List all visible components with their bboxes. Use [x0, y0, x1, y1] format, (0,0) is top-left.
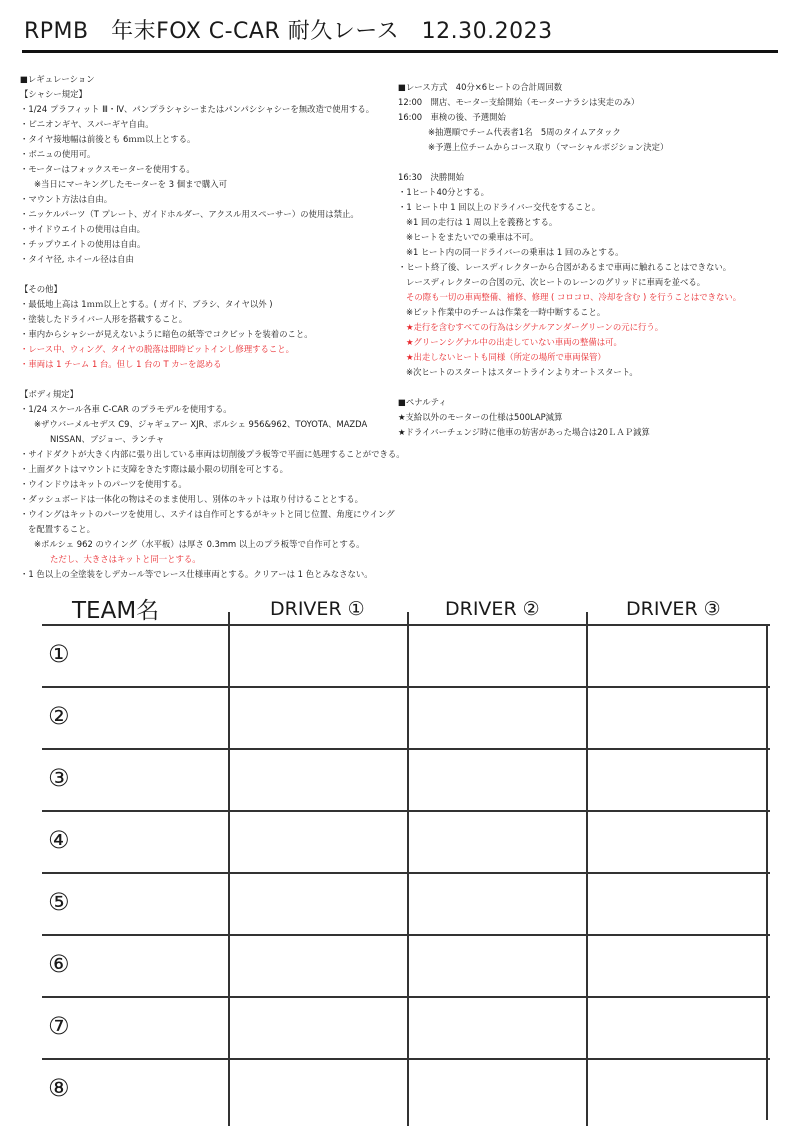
race-format-line: その際も一切の車両整備、補修、修理 ( コロコロ、冷却を含む ) を行うことはできない。	[406, 292, 742, 302]
race-format-line: ※ヒートをまたいでの乗車は不可。	[406, 232, 539, 242]
team-row-number: ②	[48, 702, 70, 730]
table-row-divider	[42, 624, 770, 626]
regulation-line: ■レギュレーション	[20, 74, 95, 84]
table-row-divider	[42, 996, 770, 998]
regulation-line: ※当日にマーキングしたモーターを 3 個まで購入可	[34, 179, 227, 189]
race-format-line	[398, 380, 778, 395]
regulation-line: ・車両は 1 チーム 1 台。但し 1 台の T カーを認める	[20, 359, 222, 369]
team-row-number: ④	[48, 826, 70, 854]
regulation-line: ・マウント方法は自由。	[20, 194, 113, 204]
regulation-line: ・塗装したドライバー人形を搭載すること。	[20, 314, 188, 324]
race-format-line: ※1 回の走行は 1 周以上を義務とする。	[406, 217, 558, 227]
regulation-line: 【その他】	[20, 284, 62, 294]
team-name-header: TEAM名	[72, 598, 160, 624]
regulation-line	[20, 372, 392, 387]
driver-3-header: DRIVER ③	[626, 598, 721, 620]
race-format-column	[398, 80, 778, 440]
regulation-line: ・上面ダクトはマウントに支障をきたす際は最小限の切削を可とする。	[20, 464, 288, 474]
race-format-line: ★グリーンシグナル中の出走していない車両の整備は可。	[406, 337, 622, 347]
regulation-line: ・ウイングはキットのパーツを使用し、ステイは自作可とするがキットと同じ位置、角度にウイング	[20, 509, 395, 519]
regulation-line: ・1 色以上の全塗装をしデカール等でレース仕様車両とする。クリアーは 1 色とみなさない。	[20, 569, 373, 579]
regulation-line: ・サイドダクトが大きく内部に張り出している車両は切削後プラ板等で平面に処理することができる。	[20, 449, 405, 459]
regulation-line: ※ポルシェ 962 のウイング（水平板）は厚さ 0.3mm 以上のプラ板等で自作可とする。	[34, 539, 365, 549]
regulation-line: ・ニッケルパーツ（T プレート、ガイドホルダー、アクスル用スペーサー）の使用は禁止。	[20, 209, 359, 219]
regulation-line: ・1/24 スケール各車 C-CAR のプラモデルを使用する。	[20, 404, 232, 414]
team-entry-table	[40, 590, 770, 1120]
regulation-line: ただし、大きさはキットと同一とする。	[50, 554, 201, 564]
race-format-line: ■ペナルティ	[398, 397, 447, 407]
regulation-line: ・レース中、ウィング、タイヤの脱落は即時ピットインし修理すること。	[20, 344, 295, 354]
race-format-line: ★支給以外のモーターの仕様は500LAP減算	[398, 412, 563, 422]
table-column-divider	[586, 612, 588, 1126]
table-column-divider	[228, 612, 230, 1126]
regulation-line: ・タイヤ径, ホイール径は自由	[20, 254, 134, 264]
race-format-line: レースディレクターの合図の元、次ヒートのレーンのグリッドに車両を並べる。	[406, 277, 706, 287]
regulation-line: ・ボニュの使用可。	[20, 149, 96, 159]
page-title: RPMB 年末FOX C-CAR 耐久レース 12.30.2023	[24, 19, 553, 44]
regulation-line: ※ザウバーメルセデス C9、ジャギュアー XJR、ポルシェ 956&962、TOYOTA、MAZDA	[34, 419, 368, 429]
race-format-line: ★ドライバーチェンジ時に他車の妨害があった場合は20ＬＡＰ減算	[398, 427, 650, 437]
table-column-divider	[407, 612, 409, 1126]
race-format-line: ※ピット作業中のチームは作業を一時中断すること。	[406, 307, 606, 317]
team-row-number: ①	[48, 640, 70, 668]
table-row-divider	[42, 1058, 770, 1060]
regulation-line: 【ボディ規定】	[20, 389, 78, 399]
table-row-divider	[42, 872, 770, 874]
regulation-line: ・ピニオンギヤ、スパーギヤ自由。	[20, 119, 154, 129]
race-format-line: ※次ヒートのスタートはスタートラインよりオートスタート。	[406, 367, 638, 377]
race-format-line: 12:00 開店、モーター支給開始（モーターナラシは実走のみ）	[398, 97, 640, 107]
regulation-line: ・モーターはフォックスモーターを使用する。	[20, 164, 195, 174]
regulation-line: ・1/24 プラフィット Ⅲ・Ⅳ、パンプラシャシーまたはパンパシシャシーを無改造で使用する。	[20, 104, 375, 114]
race-format-line: ■レース方式 40分×6ヒートの合計周回数	[398, 82, 563, 92]
regulation-line: ・ダッシュボードは一体化の物はそのまま使用し、別体のキットは取り付けることとする。	[20, 494, 364, 504]
regulation-column	[20, 72, 405, 582]
regulation-line: NISSAN、ブジョー、ランチャ	[50, 434, 165, 444]
race-format-line: ※抽選順でチーム代表者1名 5周のタイムアタック	[428, 127, 621, 137]
table-row-divider	[42, 686, 770, 688]
regulation-line: を配置すること。	[28, 524, 95, 534]
regulation-line	[20, 267, 392, 282]
regulation-line: 【シャシー規定】	[20, 89, 87, 99]
team-row-number: ③	[48, 764, 70, 792]
race-format-line: ・1 ヒート中 1 回以上のドライバー交代をすること。	[398, 202, 601, 212]
race-format-line: ★走行を含むすべての行為はシグナルアンダーグリーンの元に行う。	[406, 322, 664, 332]
race-format-line: ・ヒート終了後、レースディレクターから合図があるまで車両に触れることはできない。	[398, 262, 732, 272]
regulation-line: ・最低地上高は 1ｍｍ以上とする。( ガイド、ブラシ、タイヤ以外 )	[20, 299, 273, 309]
table-row-divider	[42, 748, 770, 750]
regulation-line: ・チップウエイトの使用は自由。	[20, 239, 146, 249]
table-row-divider	[42, 934, 770, 936]
team-row-number: ⑥	[48, 950, 70, 978]
race-format-line: 16:30 決勝開始	[398, 172, 465, 182]
team-row-number: ⑤	[48, 888, 70, 916]
title-underline	[22, 50, 778, 53]
regulation-line: ・サイドウエイトの使用は自由。	[20, 224, 146, 234]
regulation-line: ・ウインドウはキットのパーツを使用する。	[20, 479, 187, 489]
table-row-divider	[42, 810, 770, 812]
team-row-number: ⑦	[48, 1012, 70, 1040]
race-format-line: ※予選上位チームからコース取り（マーシャルポジション決定）	[428, 142, 669, 152]
race-format-line: ※1 ヒート内の同一ドライバーの乗車は 1 回のみとする。	[406, 247, 624, 257]
driver-1-header: DRIVER ①	[270, 598, 365, 620]
regulation-line: ・車内からシャシーが見えないように暗色の紙等でコクピットを装着のこと。	[20, 329, 313, 339]
regulation-line: ・タイヤ接地幅は前後とも 6ｍｍ以上とする。	[20, 134, 196, 144]
race-format-line: 16:00 車検の後、予選開始	[398, 112, 506, 122]
driver-2-header: DRIVER ②	[445, 598, 540, 620]
race-format-line	[398, 155, 778, 170]
race-format-line: ★出走しないヒートも同様（所定の場所で車両保管）	[406, 352, 606, 362]
race-format-line: ・1ヒート40分とする。	[398, 187, 490, 197]
team-row-number: ⑧	[48, 1074, 70, 1102]
